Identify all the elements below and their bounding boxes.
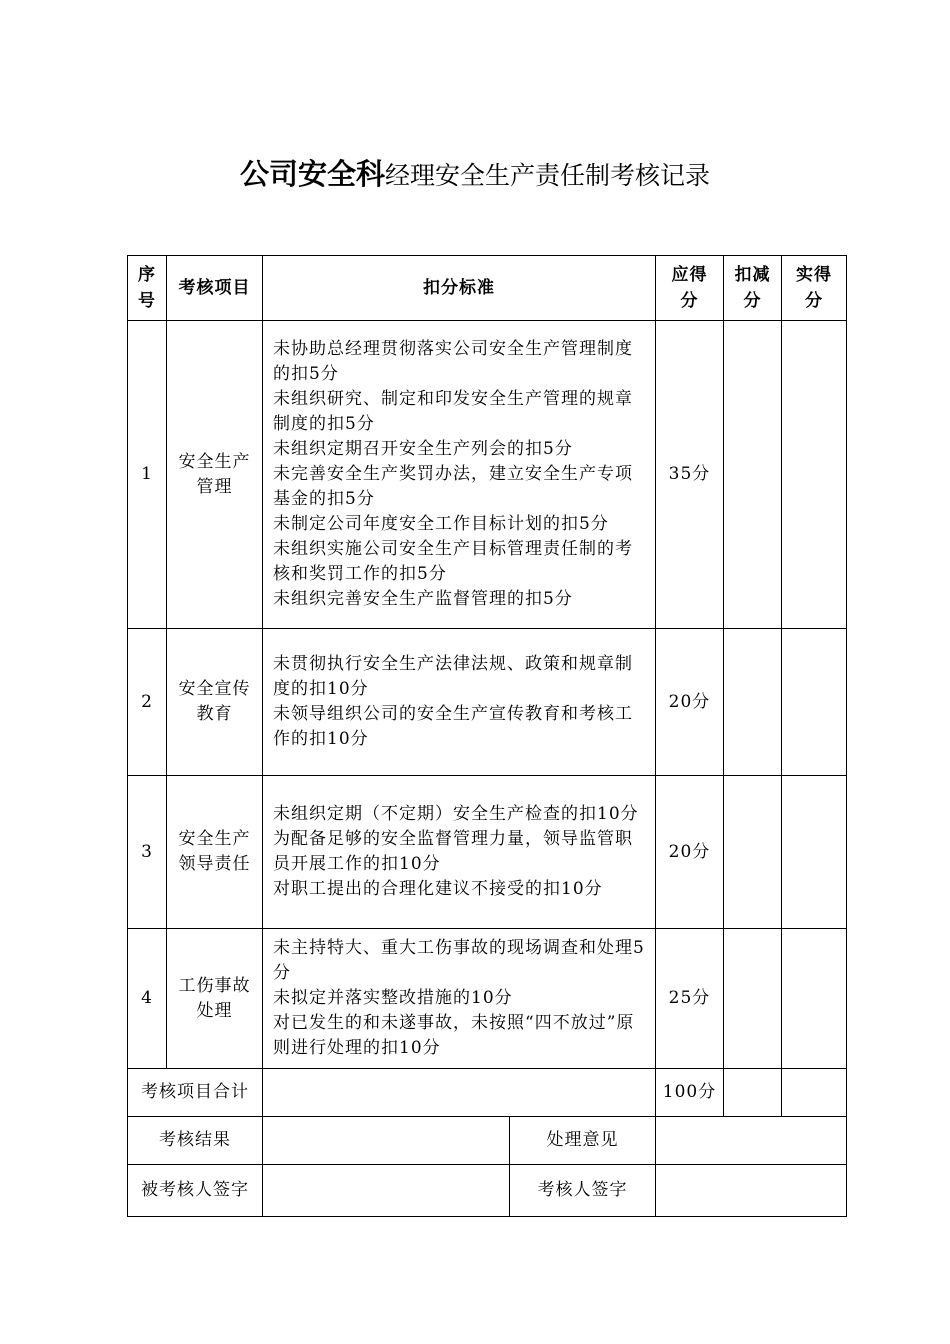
header-should-score: 应得分 xyxy=(656,256,724,321)
table-row xyxy=(128,629,847,776)
criterion: 对职工提出的合理化建议不接受的扣10分 xyxy=(273,879,603,899)
header-deduct-score: 扣减分 xyxy=(724,256,782,321)
result-label: 考核结果 xyxy=(128,1117,263,1165)
row-item: 安全生产管理 xyxy=(167,321,263,629)
row-item: 安全宣传教育 xyxy=(167,629,263,776)
total-label: 考核项目合计 xyxy=(128,1069,263,1117)
criterion: 未组织定期（不定期）安全生产检查的扣10分 xyxy=(273,804,639,824)
row-actual-score[interactable] xyxy=(782,929,847,1069)
row-deduct-score[interactable] xyxy=(724,929,782,1069)
result-row xyxy=(128,1117,847,1165)
row-should-score: 20分 xyxy=(656,629,724,776)
header-item: 考核项目 xyxy=(167,256,263,321)
criterion: 未主持特大、重大工伤事故的现场调查和处理5分 xyxy=(273,938,645,983)
row-deduct-score[interactable] xyxy=(724,321,782,629)
row-actual-score[interactable] xyxy=(782,629,847,776)
criterion: 未组织研究、制定和印发安全生产管理的规章制度的扣5分 xyxy=(273,389,633,434)
total-actual[interactable] xyxy=(782,1069,847,1117)
row-seq: 4 xyxy=(128,929,167,1069)
row-deduct-score[interactable] xyxy=(724,629,782,776)
total-blank xyxy=(263,1069,656,1117)
result-value[interactable] xyxy=(263,1117,510,1165)
row-criteria xyxy=(263,321,656,629)
title-part-1: 公司安全科 xyxy=(239,157,385,191)
header-seq: 序号 xyxy=(128,256,167,321)
row-actual-score[interactable] xyxy=(782,776,847,929)
criterion: 未组织定期召开安全生产列会的扣5分 xyxy=(273,439,573,459)
table-row xyxy=(128,929,847,1069)
row-item: 安全生产领导责任 xyxy=(167,776,263,929)
row-criteria xyxy=(263,629,656,776)
table-row xyxy=(128,776,847,929)
assessment-table xyxy=(127,255,847,1217)
total-deduct[interactable] xyxy=(724,1069,782,1117)
examinee-sign-value[interactable] xyxy=(263,1165,510,1217)
examiner-sign-label: 考核人签字 xyxy=(510,1165,656,1217)
row-seq: 1 xyxy=(128,321,167,629)
document-title xyxy=(0,154,950,199)
criterion: 未完善安全生产奖罚办法，建立安全生产专项基金的扣5分 xyxy=(273,464,633,509)
total-row xyxy=(128,1069,847,1117)
opinion-label: 处理意见 xyxy=(510,1117,656,1165)
header-standard: 扣分标准 xyxy=(263,256,656,321)
total-score: 100分 xyxy=(656,1069,724,1117)
table-row xyxy=(128,321,847,629)
criterion: 未组织实施公司安全生产目标管理责任制的考核和奖罚工作的扣5分 xyxy=(273,539,633,584)
examiner-sign-value[interactable] xyxy=(656,1165,847,1217)
row-seq: 3 xyxy=(128,776,167,929)
row-deduct-score[interactable] xyxy=(724,776,782,929)
examinee-sign-label: 被考核人签字 xyxy=(128,1165,263,1217)
row-criteria xyxy=(263,776,656,929)
header-row xyxy=(128,256,847,321)
header-actual-score: 实得分 xyxy=(782,256,847,321)
row-seq: 2 xyxy=(128,629,167,776)
row-should-score: 25分 xyxy=(656,929,724,1069)
row-should-score: 20分 xyxy=(656,776,724,929)
criterion: 对已发生的和未遂事故，未按照“四不放过”原则进行处理的扣10分 xyxy=(273,1013,635,1058)
title-part-2: 经理安全生产责任制考核记录 xyxy=(385,161,711,190)
row-actual-score[interactable] xyxy=(782,321,847,629)
opinion-value[interactable] xyxy=(656,1117,847,1165)
row-criteria xyxy=(263,929,656,1069)
criterion: 未制定公司年度安全工作目标计划的扣5分 xyxy=(273,514,609,534)
criterion: 未贯彻执行安全生产法律法规、政策和规章制度的扣10分 xyxy=(273,654,633,699)
row-should-score: 35分 xyxy=(656,321,724,629)
criterion: 未领导组织公司的安全生产宣传教育和考核工作的扣10分 xyxy=(273,704,633,749)
criterion: 为配备足够的安全监督管理力量，领导监管职员开展工作的扣10分 xyxy=(273,829,633,874)
signature-row xyxy=(128,1165,847,1217)
row-item: 工伤事故处理 xyxy=(167,929,263,1069)
criterion: 未组织完善安全生产监督管理的扣5分 xyxy=(273,589,573,609)
criterion: 未拟定并落实整改措施的10分 xyxy=(273,988,513,1008)
criterion: 未协助总经理贯彻落实公司安全生产管理制度的扣5分 xyxy=(273,339,633,384)
